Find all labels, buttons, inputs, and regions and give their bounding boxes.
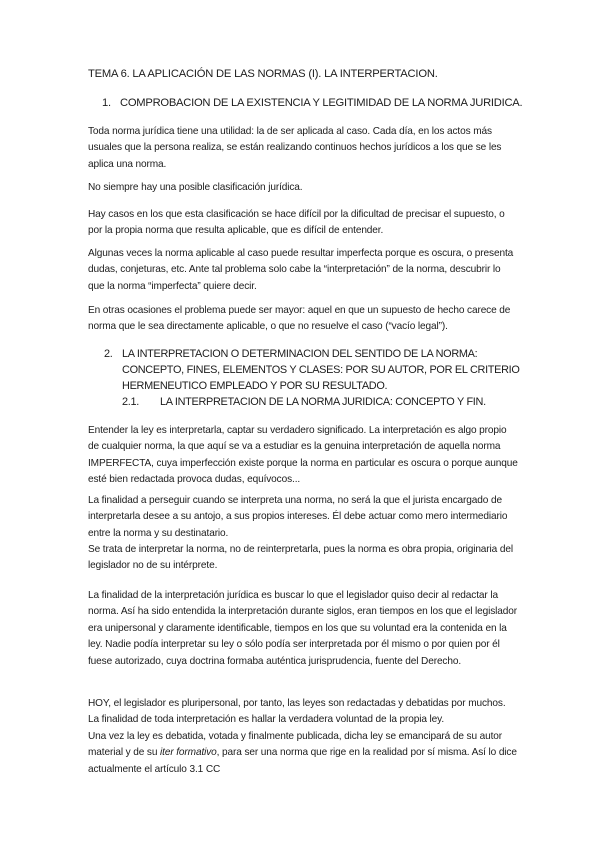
section-2-heading [104,346,524,394]
paragraph-finalidad-interpretacion: La finalidad de la interpretación jurídica es buscar lo que el legislador quiso decir al redactar la norma. Así ha sido entendida la interpretación durante siglos, eran tiempos en los que el legislador era unipersonal y claramente identificable, tiempos en los que su voluntad era la contenida en la ley. Nadie podía interpretar su ley o sólo podía ser interpretada por él mismo o por quien por él fuese autorizado, cuya doctrina formaba auténtica jurisprudencia, fuente del Derecho. [88,590,518,667]
paragraph-casos-dificiles: Hay casos en los que esta clasificación se hace difícil por la dificultad de precisar el supuesto, o por la propia norma que resulta aplicable, que es difícil de entender. [88,209,505,237]
section-2-1-number: 2.1. [122,396,139,408]
paragraph-no-reinterpretar: Se trata de interpretar la norma, no de reinterpretarla, pues la norma es obra propia, originaria del legislador no de su intérprete. [88,544,513,572]
paragraph-una-vez-ley [88,729,518,778]
document-title: TEMA 6. LA APLICACIÓN DE LAS NORMAS (I). LA INTERPERTACION. [88,68,438,80]
section-2-1-text: LA INTERPRETACION DE LA NORMA JURIDICA: CONCEPTO Y FIN. [160,396,486,408]
iter-formativo-text: iter formativo [160,747,217,759]
paragraph-utilidad: Toda norma jurídica tiene una utilidad: la de ser aplicada al caso. Cada día, en los actos más usuales que la persona realiza, se están realizando continuos hechos jurídicos a los que se les aplica una norma. [88,126,502,170]
section-1-number: 1. [102,97,111,109]
paragraph-hoy-legislador: HOY, el legislador es pluripersonal, por tanto, las leyes son redactadas y debatidas por muchos. La finalidad de toda interpretación es hallar la verdadera voluntad de la propia ley. [88,698,506,726]
paragraph-entender-ley: Entender la ley es interpretarla, captar su verdadero significado. La interpretación es algo propio de cualquier norma, la que aquí se va a estudiar es la genuina interpretación de aquella norma IMPERFECTA, cuya imperfección existe porque la norma en particular es oscura o porque aunque esté bien redactada provoca dudas, equívocos... [88,425,518,486]
section-2-text: LA INTERPRETACION O DETERMINACION DEL SENTIDO DE LA NORMA: CONCEPTO, FINES, ELEMENTOS Y CLASES: POR SU AUTOR, POR EL CRITERIO HERMENEUTICO EMPLEADO Y POR SU RESULTADO. [122,348,520,392]
una-vez-text-b: , para ser una norma que rige en la realidad por sí misma. Así lo dice actualmente el artículo 3.1 CC [88,747,517,775]
una-vez-text-a: Una vez la ley es debatida, votada y finalmente publicada, dicha ley se emancipará de su autor material y de su [88,731,503,759]
paragraph-clasificacion: No siempre hay una posible clasificación jurídica. [88,182,303,193]
paragraph-norma-imperfecta: Algunas veces la norma aplicable al caso puede resultar imperfecta porque es oscura, o presenta dudas, conjeturas, etc. Ante tal problema solo cabe la “interpretación” de la norma, descubrir lo que la norma “imperfecta” quiere decir. [88,248,514,292]
paragraph-vacio-legal: En otras ocasiones el problema puede ser mayor: aquel en que un supuesto de hecho carece de norma que le sea directamente aplicable, o que no resuelve el caso (“vacío legal”). [88,305,511,333]
section-2-1-heading [122,396,486,408]
paragraph-finalidad-perseguir: La finalidad a perseguir cuando se interpreta una norma, no será la que el jurista encargado de interpretarla desee a su antojo, a sus propios intereses. Él debe actuar como mero intermediario entre la norma y su destinatario. [88,495,508,539]
section-2-number: 2. [104,348,113,360]
section-1-text: COMPROBACION DE LA EXISTENCIA Y LEGITIMIDAD DE LA NORMA JURIDICA. [120,97,523,109]
section-1-heading [102,97,522,109]
